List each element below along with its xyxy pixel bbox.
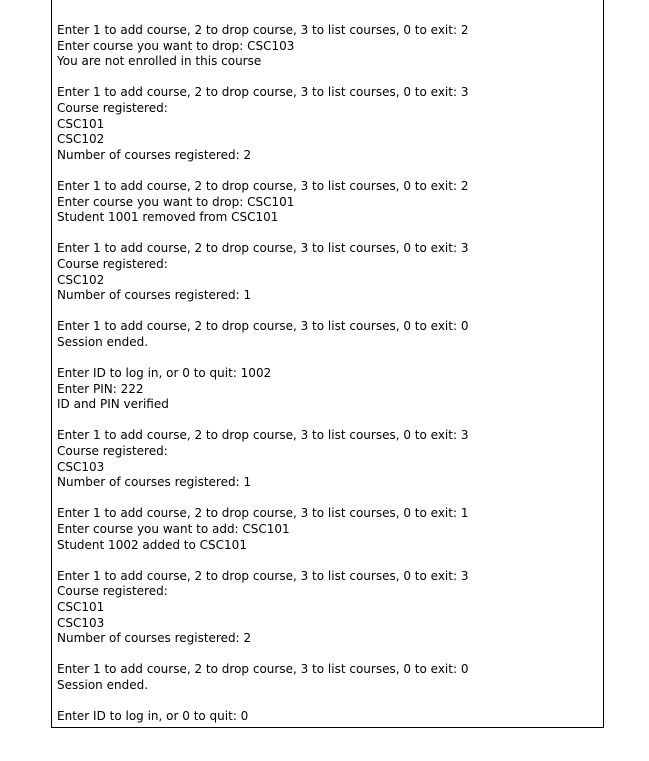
output-block bbox=[57, 662, 603, 693]
output-line: Enter 1 to add course, 2 to drop course, 3 to list courses, 0 to exit: 0 bbox=[57, 662, 469, 677]
output-line: CSC102 bbox=[57, 272, 105, 287]
output-line: Student 1002 added to CSC101 bbox=[57, 537, 247, 552]
output-block bbox=[57, 366, 603, 413]
output-block bbox=[57, 23, 603, 70]
output-line: Course registered: bbox=[57, 256, 168, 271]
output-line: Number of courses registered: 1 bbox=[57, 288, 252, 303]
output-line: Enter course you want to add: CSC101 bbox=[57, 522, 290, 536]
output-line: CSC102 bbox=[57, 132, 105, 147]
output-block bbox=[57, 241, 603, 303]
output-line: Enter course you want to drop: CSC103 bbox=[57, 38, 295, 53]
output-block bbox=[57, 85, 603, 163]
output-line: Enter 1 to add course, 2 to drop course, 3 to list courses, 0 to exit: 3 bbox=[57, 428, 469, 443]
output-block bbox=[57, 319, 603, 350]
output-line: CSC101 bbox=[57, 116, 105, 131]
output-line: Number of courses registered: 2 bbox=[57, 147, 252, 162]
output-line: Enter 1 to add course, 2 to drop course, 3 to list courses, 0 to exit: 2 bbox=[57, 23, 469, 37]
output-line: Enter 1 to add course, 2 to drop course, 3 to list courses, 0 to exit: 3 bbox=[57, 241, 469, 256]
output-line: Enter ID to log in, or 0 to quit: 0 bbox=[57, 709, 249, 724]
output-block bbox=[57, 506, 603, 553]
output-block bbox=[57, 569, 603, 647]
output-line: Session ended. bbox=[57, 677, 149, 692]
output-line: ID and PIN verified bbox=[57, 397, 169, 412]
output-line: Student 1001 removed from CSC101 bbox=[57, 210, 279, 225]
output-line: Number of courses registered: 1 bbox=[57, 475, 252, 490]
output-line: Enter 1 to add course, 2 to drop course, 3 to list courses, 0 to exit: 3 bbox=[57, 568, 469, 583]
output-line: Number of courses registered: 2 bbox=[57, 631, 252, 646]
output-line: Session ended. bbox=[57, 334, 149, 349]
output-line: You are not enrolled in this course bbox=[57, 54, 262, 69]
output-line: Enter 1 to add course, 2 to drop course, 3 to list courses, 0 to exit: 2 bbox=[57, 178, 469, 193]
output-line: Enter 1 to add course, 2 to drop course, 3 to list courses, 0 to exit: 0 bbox=[57, 319, 469, 334]
output-block bbox=[57, 709, 603, 725]
console-output bbox=[51, 0, 604, 728]
output-line: Enter ID to log in, or 0 to quit: 1002 bbox=[57, 366, 272, 381]
output-line: Course registered: bbox=[57, 584, 168, 599]
output-line: Course registered: bbox=[57, 444, 168, 459]
output-block bbox=[57, 179, 603, 226]
output-line: Course registered: bbox=[57, 100, 168, 115]
output-line: Enter PIN: 222 bbox=[57, 381, 144, 396]
output-line: Enter 1 to add course, 2 to drop course, 3 to list courses, 0 to exit: 3 bbox=[57, 85, 469, 100]
output-line: CSC103 bbox=[57, 615, 105, 630]
output-block bbox=[57, 428, 603, 490]
output-line: CSC101 bbox=[57, 599, 105, 614]
output-line: Enter course you want to drop: CSC101 bbox=[57, 194, 295, 209]
output-line: Enter 1 to add course, 2 to drop course, 3 to list courses, 0 to exit: 1 bbox=[57, 506, 469, 521]
output-line: CSC103 bbox=[57, 459, 105, 474]
